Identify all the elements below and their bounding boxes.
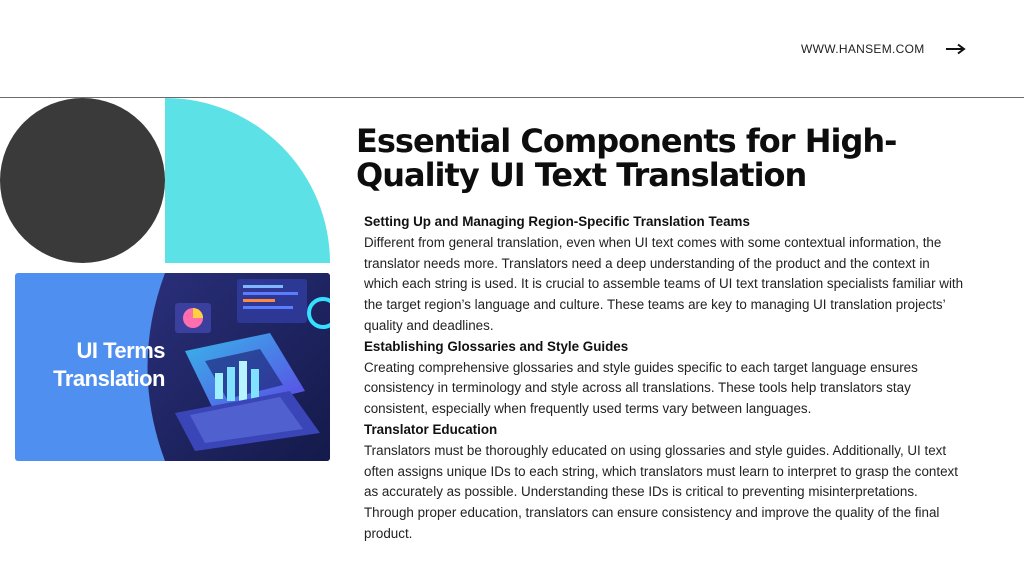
content-body [364,212,964,545]
site-url-link[interactable]: WWW.HANSEM.COM [801,42,925,56]
section-translator-education [364,420,964,545]
section-paragraph: Translators must be thoroughly educated on using glossaries and style guides. Additionally, UI text often assigns unique IDs to each string, which translators must learn to interpret to grasp the context as accurately as possible. Understanding these IDs is critical to preventing misinterpretations. Through proper education, translators can ensure consistency and improve the quality of the final product. [364,442,958,541]
hero-image-label: UI Terms Translation [53,338,165,391]
hero-image [15,273,330,461]
decorative-cyan-quarter-circle [165,98,330,263]
page-title: Essential Components for High-Quality UI Text Translation [356,122,897,194]
section-paragraph: Creating comprehensive glossaries and style guides specific to each target language ensures consistency in terminology and style across all translations. These tools help translators stay consistent, especially when frequently used terms vary between languages. [364,359,918,417]
decorative-dark-circle [0,98,165,263]
section-heading: Translator Education [364,421,498,437]
header-divider [0,97,1024,98]
section-region-teams [364,212,964,337]
arrow-right-icon[interactable] [946,43,966,55]
section-heading: Setting Up and Managing Region-Specific Translation Teams [364,214,750,229]
section-heading: Establishing Glossaries and Style Guides [364,338,629,354]
section-glossaries [364,337,964,420]
section-paragraph: Different from general translation, even when UI text comes with some contextual information, the translator needs more. Translators need a deep understanding of the product and the context in which each string is used. It is crucial to assemble teams of UI text translation specialists familiar with the target region’s language and culture. These teams are key to managing UI translation projects’ quality and deadlines. [364,234,964,333]
